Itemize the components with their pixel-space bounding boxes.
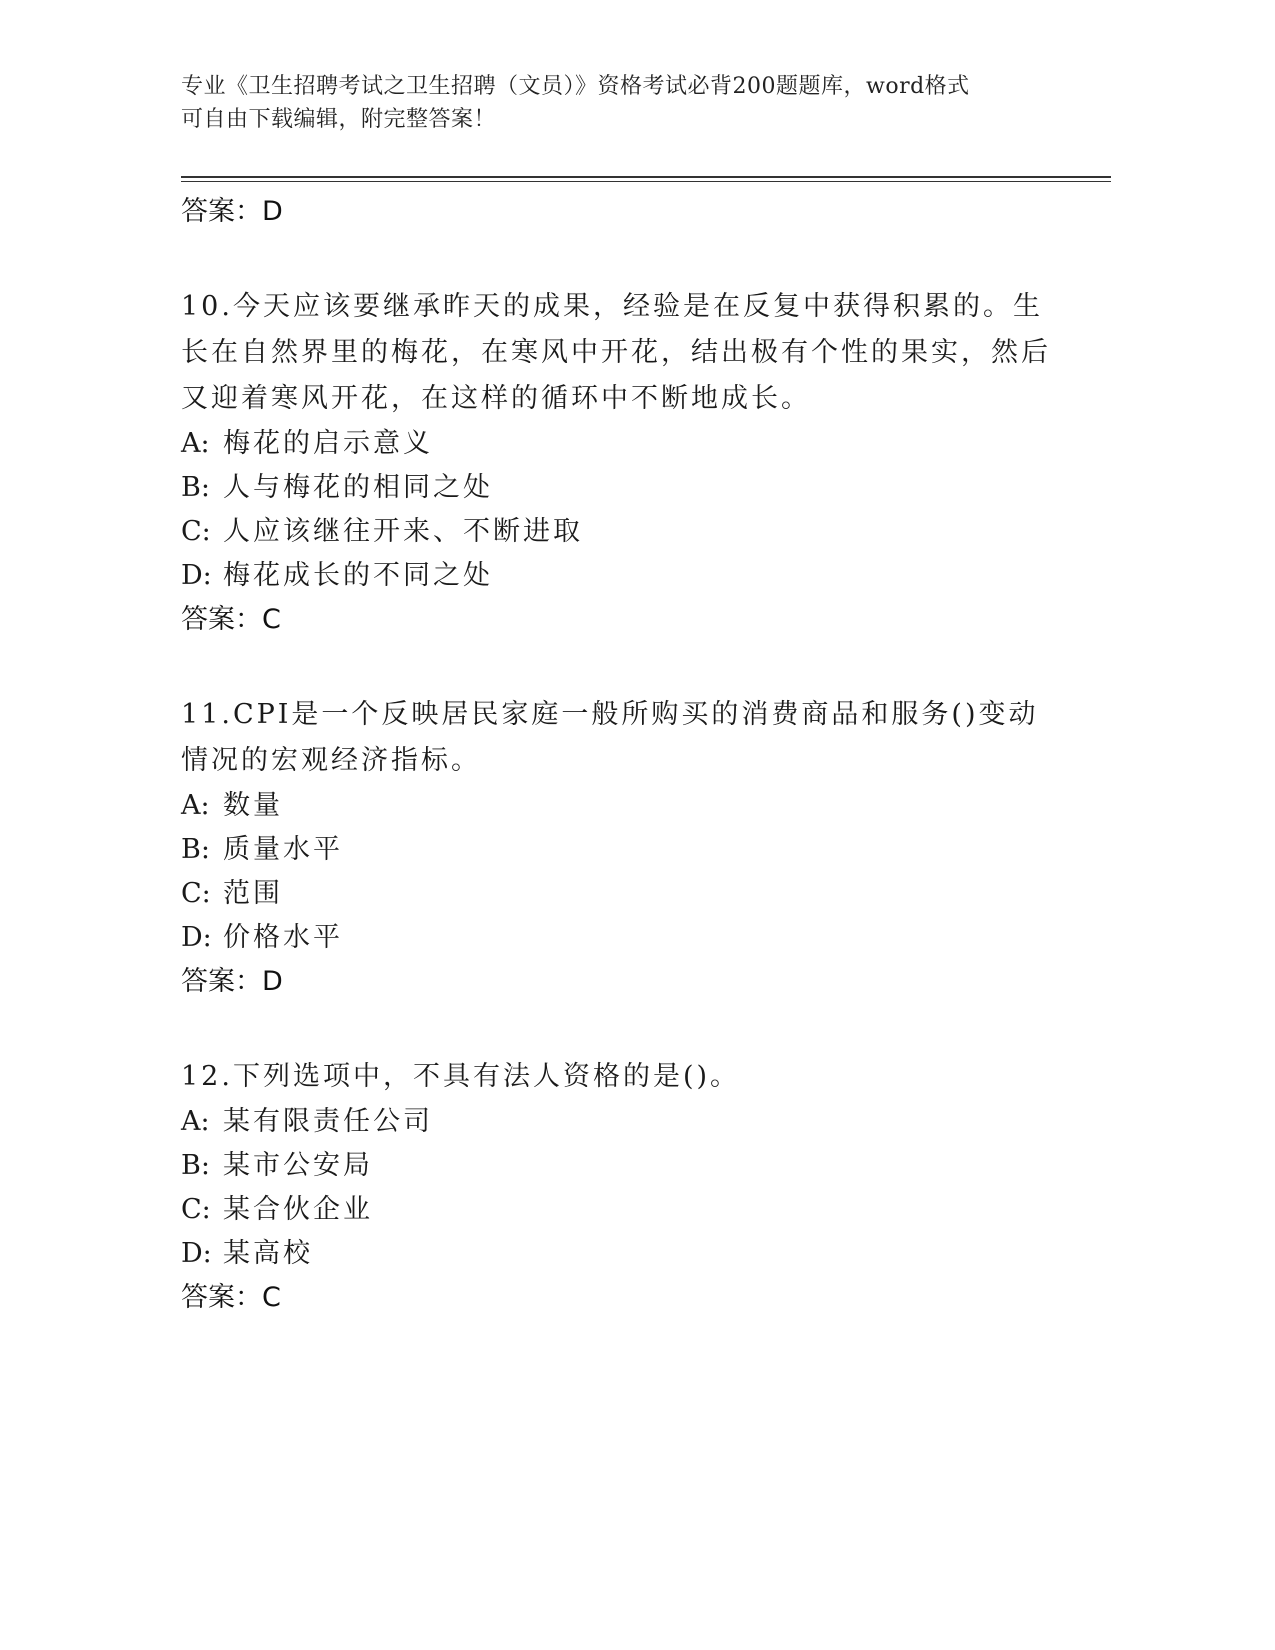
- option-key: A:: [181, 428, 210, 459]
- option-item: [181, 1232, 1061, 1276]
- answer-label: 答案 ：: [181, 966, 262, 997]
- option-text: 梅花成长的不同之处: [223, 560, 493, 591]
- option-text: 某市公安局: [223, 1150, 373, 1181]
- answer-value: D: [262, 196, 283, 227]
- option-key: D:: [181, 560, 212, 591]
- answer-value: D: [262, 966, 283, 997]
- option-item: [181, 1144, 1061, 1188]
- option-item: [181, 784, 1061, 828]
- header-line-1: 专业《卫生招聘考试之卫生招聘（文员）》资格考试必背200题题库，word格式: [181, 74, 970, 99]
- question-stem: 11.CPI是一个反映居民家庭一般所购买的消费商品和服务()变动情况的宏观经济指标。: [181, 699, 1039, 776]
- question-stem: 12.下列选项中，不具有法人资格的是()。: [181, 1061, 741, 1092]
- answer-line: [181, 598, 1061, 642]
- option-text: 数量: [223, 790, 283, 821]
- option-item: [181, 422, 1061, 466]
- option-item: [181, 1100, 1061, 1144]
- document-body: [181, 190, 1061, 1320]
- option-item: [181, 466, 1061, 510]
- option-item: [181, 828, 1061, 872]
- option-text: 人应该继往开来、不断进取: [223, 516, 583, 547]
- option-key: D:: [181, 922, 212, 953]
- option-key: C:: [181, 878, 211, 909]
- option-key: D:: [181, 1238, 212, 1269]
- option-key: A:: [181, 1106, 210, 1137]
- option-text: 某高校: [223, 1238, 313, 1269]
- answer-label: 答案 ：: [181, 1282, 262, 1313]
- answer-value: C: [262, 1282, 281, 1313]
- option-key: B:: [181, 472, 210, 503]
- option-text: 范围: [223, 878, 283, 909]
- question-block: [181, 692, 1061, 1004]
- header-divider: [181, 176, 1111, 178]
- question-block: [181, 284, 1061, 642]
- question-stem: 10.今天应该要继承昨天的成果，经验是在反复中获得积累的。生长在自然界里的梅花，在寒风中开花，结出极有个性的果实，然后又迎着寒风开花，在这样的循环中不断地成长。: [181, 291, 1051, 414]
- option-text: 某合伙企业: [223, 1194, 373, 1225]
- option-text: 梅花的启示意义: [223, 428, 433, 459]
- option-text: 价格水平: [223, 922, 343, 953]
- option-item: [181, 1188, 1061, 1232]
- header-line-2: 可自由下载编辑，附完整答案！: [181, 107, 497, 132]
- option-item: [181, 872, 1061, 916]
- option-key: B:: [181, 834, 210, 865]
- option-text: 质量水平: [223, 834, 343, 865]
- option-key: A:: [181, 790, 210, 821]
- option-key: C:: [181, 1194, 211, 1225]
- answer-label: 答案 ：: [181, 196, 262, 227]
- answer-label: 答案 ：: [181, 604, 262, 635]
- option-key: B:: [181, 1150, 210, 1181]
- answer-value: C: [262, 604, 281, 635]
- answer-line: [181, 1276, 1061, 1320]
- option-text: 某有限责任公司: [223, 1106, 433, 1137]
- option-key: C:: [181, 516, 211, 547]
- answer-line: [181, 190, 1061, 234]
- page-header: [181, 70, 1061, 136]
- option-item: [181, 554, 1061, 598]
- option-item: [181, 916, 1061, 960]
- answer-line: [181, 960, 1061, 1004]
- option-text: 人与梅花的相同之处: [223, 472, 493, 503]
- question-block: [181, 1054, 1061, 1320]
- option-item: [181, 510, 1061, 554]
